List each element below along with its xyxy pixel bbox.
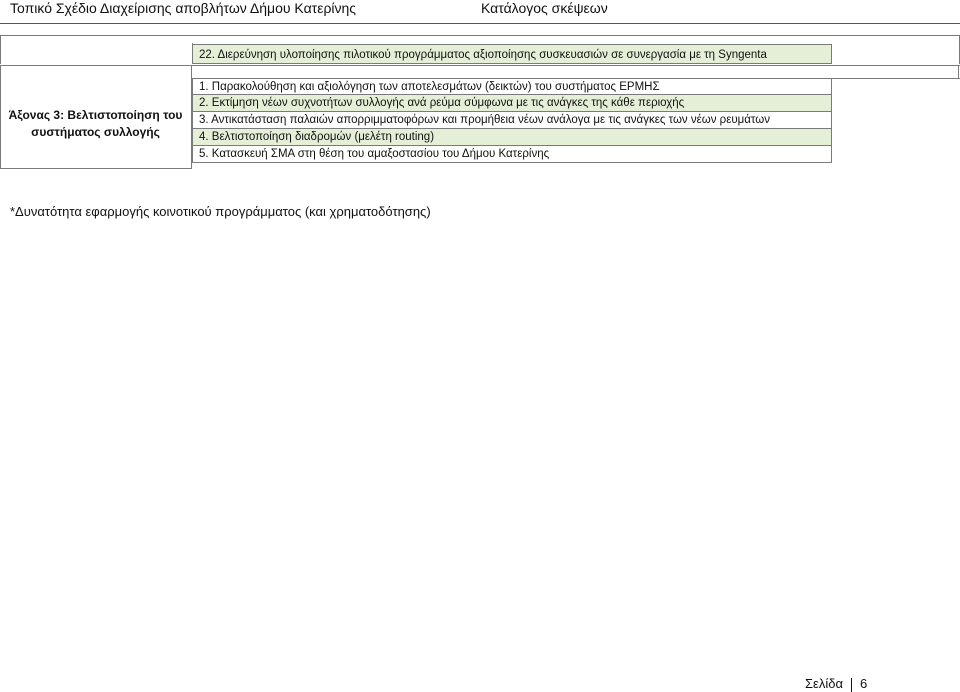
page-label: Σελίδα (805, 676, 843, 691)
section-title: Κατάλογος σκέψεων (481, 0, 608, 16)
table-bottom-border (0, 168, 192, 169)
footnote: *Δυνατότητα εφαρμογής κοινοτικού προγράμματος (και χρηματοδότησης) (10, 204, 431, 219)
list-item: 4. Βελτιστοποίηση διαδρομών (μελέτη routing) (192, 129, 832, 146)
axis-3-label: Άξονας 3: Βελτιστοποίηση του συστήματος συλλογής (8, 107, 183, 139)
document-title: Τοπικό Σχέδιο Διαχείρισης αποβλήτων Δήμου Κατερίνης (10, 0, 357, 16)
table-right-border (958, 65, 959, 78)
header-divider (0, 23, 960, 24)
list-item: 5. Κατασκευή ΣΜΑ στη θέση του αμαξοστασίου του Δήμου Κατερίνης (192, 146, 832, 163)
list-item: 3. Αντικατάσταση παλαιών απορριμματοφόρων και προμήθεια νέων ανάλογα με τις ανάγκες των νέων ρευμάτων (192, 112, 832, 129)
page-separator (851, 678, 852, 692)
page-header (0, 0, 960, 22)
axis-3-actions-list (192, 78, 832, 163)
list-item: 1. Παρακολούθηση και αξιολόγηση των αποτελεσμάτων (δεικτών) του συστήματος ΕΡΜΗΣ (192, 78, 832, 95)
row-divider (0, 65, 960, 66)
page-number: 6 (859, 676, 868, 691)
list-item: 2. Εκτίμηση νέων συχνοτήτων συλλογής ανά ρεύμα σύμφωνα με τις ανάγκες της κάθε περιοχής (192, 95, 832, 112)
page-footer (805, 676, 867, 692)
project-22-cell: 22. Διερεύνηση υλοποίησης πιλοτικού προγράμματος αξιοποίησης συσκευασιών σε συνεργασία με τη Syngenta (192, 44, 832, 64)
empty-axis-cell (1, 43, 193, 64)
row-extension-line (832, 78, 960, 79)
